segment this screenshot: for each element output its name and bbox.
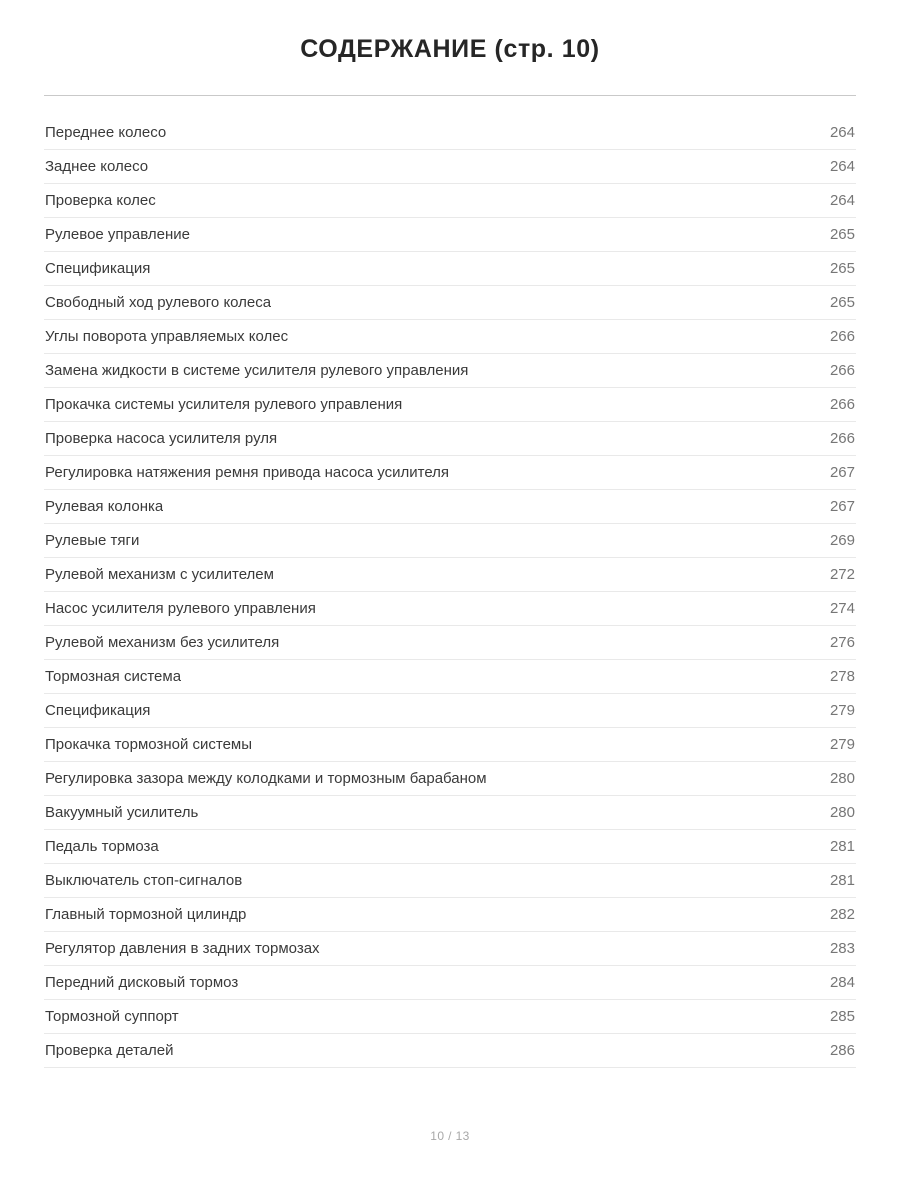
- toc-entry[interactable]: [44, 864, 856, 898]
- toc-entry-page-number: 282: [829, 906, 855, 924]
- toc-entry-title: Главный тормозной цилиндр: [45, 906, 247, 924]
- toc-entry[interactable]: [44, 932, 856, 966]
- toc-entry-title: Тормозная система: [45, 668, 182, 686]
- table-of-contents: [0, 96, 900, 1072]
- toc-entry-page-number: 265: [829, 260, 855, 278]
- toc-entry[interactable]: [44, 898, 856, 932]
- toc-entry[interactable]: [44, 490, 856, 524]
- toc-entry[interactable]: [44, 762, 856, 796]
- toc-entry-page-number: 266: [829, 396, 855, 414]
- toc-entry-page-number: 266: [829, 362, 855, 380]
- toc-entry-page-number: 276: [829, 634, 855, 652]
- toc-entry-title: Насос усилителя рулевого управления: [45, 600, 316, 618]
- toc-entry-title: Замена жидкости в системе усилителя рулевого управления: [45, 362, 469, 380]
- toc-list: [44, 116, 856, 1068]
- toc-entry-title: Рулевая колонка: [45, 498, 164, 516]
- toc-entry[interactable]: [44, 388, 856, 422]
- toc-entry[interactable]: [44, 660, 856, 694]
- toc-entry-page-number: 284: [829, 974, 855, 992]
- toc-entry-page-number: 285: [829, 1008, 855, 1026]
- toc-entry-title: Свободный ход рулевого колеса: [45, 294, 272, 312]
- toc-entry-title: Проверка насоса усилителя руля: [45, 430, 278, 448]
- toc-entry[interactable]: [44, 830, 856, 864]
- toc-entry[interactable]: [44, 694, 856, 728]
- toc-entry[interactable]: [44, 558, 856, 592]
- toc-entry-page-number: 266: [829, 430, 855, 448]
- toc-entry-title: Педаль тормоза: [45, 838, 159, 856]
- toc-entry-page-number: 265: [829, 294, 855, 312]
- page-title: СОДЕРЖАНИЕ (стр. 10): [300, 35, 600, 63]
- toc-entry-title: Прокачка системы усилителя рулевого управления: [45, 396, 403, 414]
- toc-entry[interactable]: [44, 354, 856, 388]
- toc-entry-title: Спецификация: [45, 702, 151, 720]
- toc-entry[interactable]: [44, 422, 856, 456]
- toc-entry-page-number: 278: [829, 668, 855, 686]
- toc-entry-page-number: 281: [829, 838, 855, 856]
- toc-entry[interactable]: [44, 592, 856, 626]
- toc-entry-title: Рулевые тяги: [45, 532, 140, 550]
- toc-entry-title: Передний дисковый тормоз: [45, 974, 239, 992]
- toc-entry[interactable]: [44, 252, 856, 286]
- toc-entry-page-number: 280: [829, 770, 855, 788]
- document-header: [0, 0, 900, 96]
- toc-entry-page-number: 265: [829, 226, 855, 244]
- toc-entry-title: Регулятор давления в задних тормозах: [45, 940, 320, 958]
- toc-entry[interactable]: [44, 184, 856, 218]
- toc-entry[interactable]: [44, 456, 856, 490]
- toc-entry-title: Тормозной суппорт: [45, 1008, 179, 1026]
- page-indicator: 10 / 13: [430, 1129, 470, 1143]
- toc-entry-title: Регулировка натяжения ремня привода насоса усилителя: [45, 464, 450, 482]
- toc-entry-title: Переднее колесо: [45, 124, 167, 142]
- document-footer: [0, 1072, 900, 1200]
- toc-entry-title: Вакуумный усилитель: [45, 804, 199, 822]
- toc-entry-page-number: 272: [829, 566, 855, 584]
- toc-entry-title: Рулевое управление: [45, 226, 190, 244]
- toc-entry-page-number: 283: [829, 940, 855, 958]
- toc-entry-title: Рулевой механизм с усилителем: [45, 566, 274, 584]
- toc-entry[interactable]: [44, 1034, 856, 1068]
- toc-entry-page-number: 264: [829, 124, 855, 142]
- toc-entry-title: Выключатель стоп-сигналов: [45, 872, 243, 890]
- toc-entry-page-number: 269: [829, 532, 855, 550]
- toc-entry[interactable]: [44, 524, 856, 558]
- toc-entry-title: Рулевой механизм без усилителя: [45, 634, 280, 652]
- toc-entry-title: Углы поворота управляемых колес: [45, 328, 289, 346]
- toc-entry-page-number: 279: [829, 702, 855, 720]
- toc-entry-page-number: 279: [829, 736, 855, 754]
- toc-entry-title: Проверка деталей: [45, 1042, 174, 1060]
- toc-entry[interactable]: [44, 728, 856, 762]
- toc-entry-page-number: 267: [829, 498, 855, 516]
- toc-entry[interactable]: [44, 116, 856, 150]
- toc-entry-page-number: 280: [829, 804, 855, 822]
- toc-entry[interactable]: [44, 966, 856, 1000]
- toc-entry[interactable]: [44, 1000, 856, 1034]
- toc-entry[interactable]: [44, 320, 856, 354]
- toc-entry[interactable]: [44, 286, 856, 320]
- toc-entry[interactable]: [44, 150, 856, 184]
- toc-entry-page-number: 274: [829, 600, 855, 618]
- toc-entry-title: Спецификация: [45, 260, 151, 278]
- toc-entry-page-number: 286: [829, 1042, 855, 1060]
- toc-entry-title: Регулировка зазора между колодками и тормозным барабаном: [45, 770, 487, 788]
- toc-entry-title: Прокачка тормозной системы: [45, 736, 253, 754]
- toc-entry-page-number: 267: [829, 464, 855, 482]
- toc-entry-title: Заднее колесо: [45, 158, 149, 176]
- toc-entry-page-number: 264: [829, 158, 855, 176]
- toc-entry[interactable]: [44, 796, 856, 830]
- toc-entry[interactable]: [44, 218, 856, 252]
- toc-entry-page-number: 266: [829, 328, 855, 346]
- toc-entry[interactable]: [44, 626, 856, 660]
- toc-entry-page-number: 281: [829, 872, 855, 890]
- toc-entry-title: Проверка колес: [45, 192, 156, 210]
- toc-entry-page-number: 264: [829, 192, 855, 210]
